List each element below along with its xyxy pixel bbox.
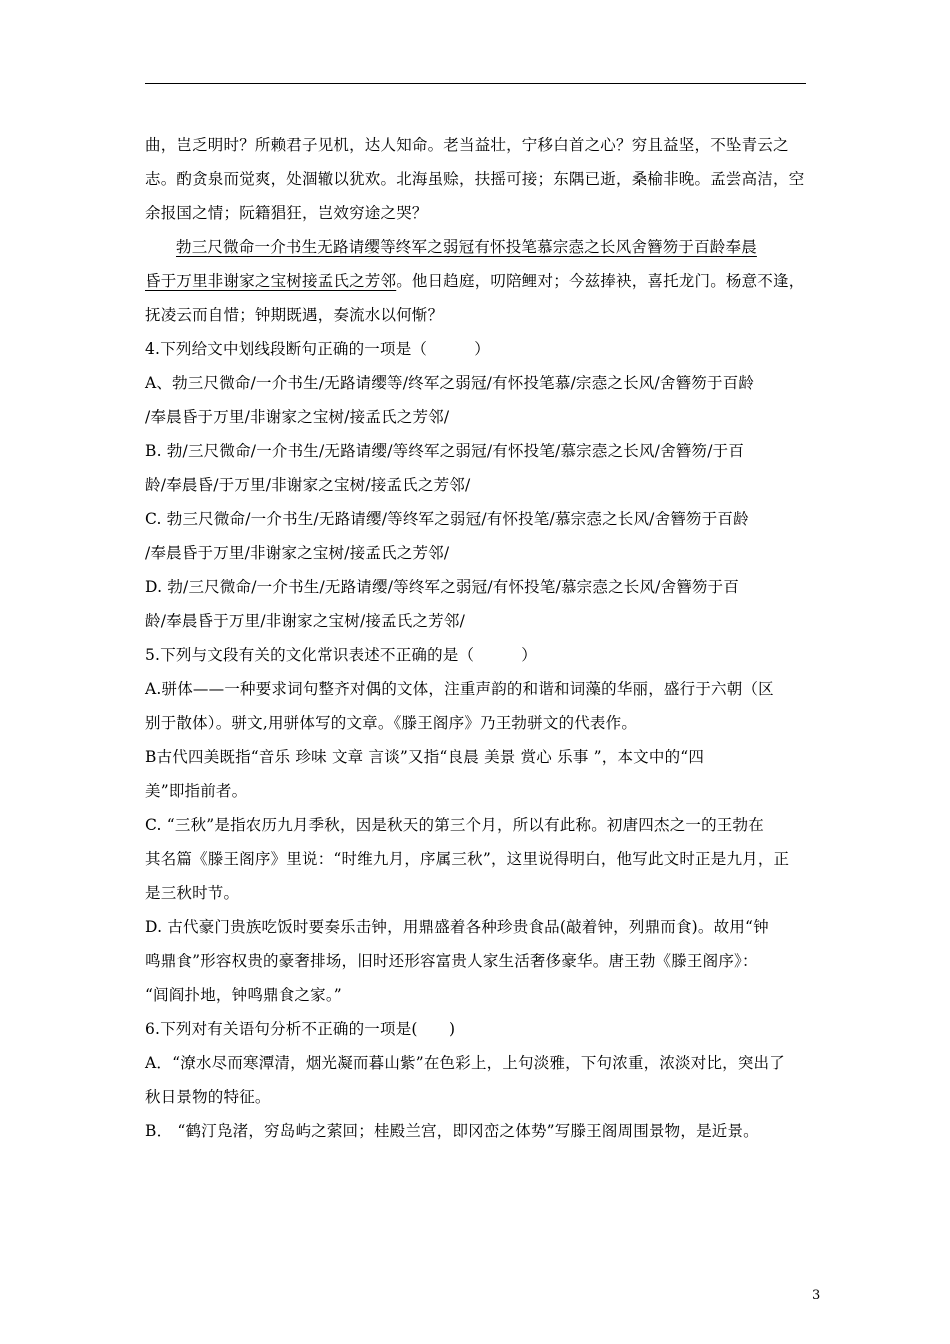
question-stem: 4.下列给文中划线段断句正确的一项是（ ） [145, 340, 490, 358]
option-c-cont: /奉晨昏于万里/非谢家之宝树/接孟氏之芳邻/ [145, 544, 450, 562]
text-span: 。他日趋庭，叨陪鲤对；今兹捧袂，喜托龙门。杨意不逢， [396, 272, 805, 290]
question-4 [145, 332, 806, 638]
option-d-cont: 龄/奉晨昏于万里/非谢家之宝树/接孟氏之芳邻/ [145, 612, 465, 630]
text-line: 余报国之情；阮籍猖狂，岂效穷途之哭？ [145, 204, 428, 222]
option-c: C. “三秋”是指农历九月季秋，因是秋天的第三个月，所以有此称。初唐四杰之一的王勃在 [145, 816, 764, 834]
text-line: 志。酌贪泉而觉爽，处涸辙以犹欢。北海虽赊，扶摇可接；东隅已逝，桑榆非晚。孟尝高洁，空 [145, 170, 805, 188]
option-a-cont: 秋日景物的特征。 [145, 1088, 271, 1106]
option-c-cont: 其名篇《滕王阁序》里说：“时维九月，序属三秋”，这里说得明白，他写此文时正是九月，正 [145, 850, 790, 868]
page-number: 3 [812, 1288, 821, 1303]
underlined-passage: 勃三尺微命一介书生无路请缨等终军之弱冠有怀投笔慕宗悫之长风舍簪笏于百龄奉晨 [176, 238, 757, 256]
page-content [145, 128, 806, 1148]
option-c-cont: 是三秋时节。 [145, 884, 240, 902]
question-6 [145, 1012, 806, 1148]
option-d: D. 古代豪门贵族吃饭时要奏乐击钟，用鼎盛着各种珍贵食品(敲着钟，列鼎而食)。故用“钟 [145, 918, 769, 936]
question-stem: 5.下列与文段有关的文化常识表述不正确的是（ ） [145, 646, 537, 664]
passage-paragraph-1 [145, 128, 806, 230]
option-a: A、勃三尺微命/一介书生/无路请缨等/终军之弱冠/有怀投笔慕/宗悫之长风/舍簪笏于百龄 [145, 374, 755, 392]
underlined-passage: 昏于万里非谢家之宝树接孟氏之芳邻 [145, 272, 397, 290]
option-d-cont: 鸣鼎食”形容权贵的豪奢排场，旧时还形容富贵人家生活奢侈豪华。唐王勃《滕王阁序》： [145, 952, 758, 970]
option-b: B古代四美既指“音乐 珍味 文章 言谈”又指“良晨 美景 赏心 乐事 ”，本文中的“四 [145, 748, 705, 766]
option-b-cont: 美”即指前者。 [145, 782, 248, 800]
question-stem: 6.下列对有关语句分析不正确的一项是( ) [145, 1020, 456, 1038]
header-rule [145, 83, 806, 84]
option-b: B． “鹤汀凫渚，穷岛屿之萦回；桂殿兰宫，即冈峦之体势”写滕王阁周围景物，是近景。 [145, 1122, 759, 1140]
option-d-cont: “闾阎扑地，钟鸣鼎食之家。” [145, 986, 342, 1004]
option-c: C. 勃三尺微命/一介书生/无路请缨/等终军之弱冠/有怀投笔/慕宗悫之长风/舍簪笏于百龄 [145, 510, 749, 528]
text-line: 曲，岂乏明时？所赖君子见机，达人知命。老当益壮，宁移白首之心？穷且益坚，不坠青云之 [145, 136, 789, 154]
text-line [145, 230, 806, 264]
option-b: B. 勃/三尺微命/一介书生/无路请缨/等终军之弱冠/有怀投笔/慕宗悫之长风/舍簪笏/于百 [145, 442, 745, 460]
option-a: A．“潦水尽而寒潭清，烟光凝而暮山紫”在色彩上，上句淡雅，下句浓重，浓淡对比，突出了 [145, 1054, 785, 1072]
passage-paragraph-2 [145, 230, 806, 332]
text-line: 抚凌云而自惜；钟期既遇，奏流水以何惭？ [145, 306, 444, 324]
question-5 [145, 638, 806, 1012]
text-line [145, 264, 806, 298]
option-b-cont: 龄/奉晨昏/于万里/非谢家之宝树/接孟氏之芳邻/ [145, 476, 471, 494]
option-a-cont: 别于散体）。骈文,用骈体写的文章。《滕王阁序》乃王勃骈文的代表作。 [145, 714, 638, 732]
option-a: A.骈体——一种要求词句整齐对偶的文体，注重声韵的和谐和词藻的华丽，盛行于六朝（区 [145, 680, 774, 698]
option-a-cont: /奉晨昏于万里/非谢家之宝树/接孟氏之芳邻/ [145, 408, 450, 426]
option-d: D. 勃/三尺微命/一介书生/无路请缨/等终军之弱冠/有怀投笔/慕宗悫之长风/舍簪笏于百 [145, 578, 740, 596]
